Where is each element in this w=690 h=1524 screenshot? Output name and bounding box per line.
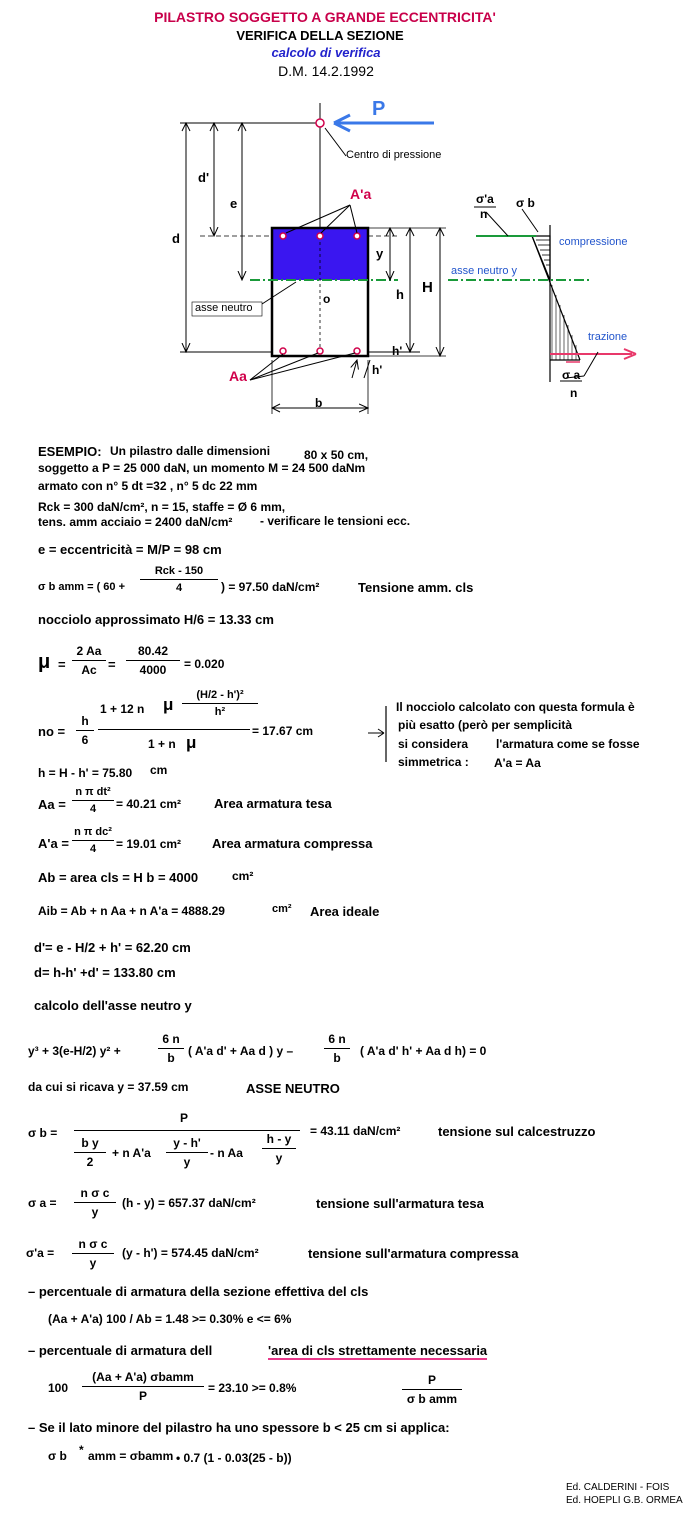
- example-line-5b: - verificare le tensioni ecc.: [260, 514, 411, 528]
- example-line-3: armato con n° 5 dt =32 , n° 5 dc 22 mm: [38, 479, 258, 493]
- formula-sb2-by: b y 2: [74, 1136, 106, 1169]
- formula-d: d= h-h' +d' = 133.80 cm: [34, 965, 176, 980]
- asse-neutro-y-label: asse neutro y: [451, 265, 518, 277]
- compressione-label: compressione: [559, 236, 628, 248]
- formula-Aa-result: = 40.21 cm²: [116, 797, 182, 811]
- centroid-o: o: [323, 292, 331, 306]
- formula-sb-rhs: ) = 97.50 daN/cm²: [221, 580, 320, 594]
- formula-Aib-note: Area ideale: [310, 904, 380, 919]
- example-dims: 80 x 50 cm,: [304, 448, 369, 462]
- formula-sb2-lhs: σ b =: [28, 1126, 58, 1140]
- formula-mu-eq: =: [58, 657, 66, 672]
- formula-sa-rhs: (h - y) = 657.37 daN/cm²: [122, 1196, 256, 1210]
- last-eq-a: σ b: [48, 1449, 67, 1463]
- formula-Aa-lhs: Aa =: [38, 797, 66, 812]
- formula-y-note: ASSE NEUTRO: [246, 1081, 340, 1096]
- formula-Apa-frac: n π dc² 4: [72, 826, 114, 855]
- formula-Aib-unit: cm²: [272, 903, 292, 915]
- formula-sb2-note: tensione sul calcestruzzo: [438, 1124, 596, 1139]
- formula-mu-frac2: 80.42 4000: [126, 644, 180, 677]
- formula-sb2-mid: + n A'a: [112, 1146, 151, 1160]
- note-line-4a: simmetrica :: [398, 755, 469, 769]
- formula-sb2-P: P: [180, 1111, 189, 1125]
- formula-sb-frac: Rck - 150 4: [140, 565, 218, 594]
- dim-d: d: [172, 231, 180, 246]
- trazione-label: trazione: [588, 331, 628, 343]
- centro-pressione-label: Centro di pressione: [346, 149, 442, 161]
- formula-y-frac2: 6 n b: [324, 1032, 350, 1065]
- sigma-a-den: n: [570, 386, 578, 400]
- formula-Apa-result: = 19.01 cm²: [116, 837, 182, 851]
- formula-eccentricity: e = eccentricità = M/P = 98 cm: [38, 542, 222, 557]
- formula-mu-eq2: =: [108, 657, 116, 672]
- example-line-4: Rck = 300 daN/cm², n = 15, staffe = Ø 6 mm,: [38, 500, 286, 514]
- sigma-a-prime-num: σ'a: [476, 192, 494, 206]
- dim-e: e: [230, 196, 238, 211]
- Aa-top-label: A'a: [350, 186, 372, 202]
- example-line-1: Un pilastro dalle dimensioni: [110, 444, 271, 458]
- formula-no-top: 1 + 12 n: [100, 702, 145, 716]
- perc-heading-2b: 'area di cls strettamente necessaria: [268, 1343, 488, 1358]
- formula-Aib: Aib = Ab + n Aa + n A'a = 4888.29: [38, 904, 225, 918]
- formula-no-mu: μ: [163, 695, 174, 714]
- formula-no-hfrac: h 6: [76, 714, 94, 747]
- asse-neutro-heading: calcolo dell'asse neutro y: [34, 998, 192, 1013]
- asse-neutro-label: asse neutro: [195, 302, 253, 314]
- formula-no-bot: 1 + n: [148, 737, 176, 751]
- calc-mode: calcolo di verifica: [271, 45, 381, 60]
- formula-sa-note: tensione sull'armatura tesa: [316, 1196, 484, 1211]
- note-line-3b: l'armatura come se fosse: [496, 737, 640, 751]
- note-line-2: più esatto (però per semplicità: [398, 718, 573, 732]
- Aa-bottom-label: Aa: [229, 368, 247, 384]
- formula-y-part2: ( A'a d' + Aa d ) y –: [188, 1044, 294, 1058]
- formula-no-bot-mu: μ: [186, 733, 197, 752]
- last-eq-star: *: [79, 1443, 84, 1457]
- footer-publisher-2: Ed. HOEPLI G.B. ORMEA: [566, 1495, 683, 1506]
- dim-d-prime: d': [198, 170, 210, 185]
- dim-h-prime-right: h': [392, 344, 403, 358]
- formula-sb2-yh: y - h' y: [166, 1136, 208, 1169]
- perc-100: 100: [48, 1381, 69, 1395]
- perc-frac: (Aa + A'a) σbamm P: [82, 1370, 204, 1403]
- formula-sa-frac: n σ c y: [74, 1186, 116, 1219]
- formula-y-frac1: 6 n b: [158, 1032, 184, 1065]
- perc-p-sigma: P σ b amm: [402, 1373, 462, 1406]
- perc-result: = 23.10 >= 0.8%: [208, 1381, 297, 1395]
- formula-sa-lhs: σ a =: [28, 1196, 57, 1210]
- formula-spa-rhs: (y - h') = 574.45 daN/cm²: [122, 1246, 259, 1260]
- formula-Apa-note: Area armatura compressa: [212, 836, 373, 851]
- last-note: – Se il lato minore del pilastro ha uno spessore b < 25 cm si applica:: [28, 1420, 450, 1435]
- norm-reference: D.M. 14.2.1992: [278, 63, 374, 79]
- formula-Ab-unit: cm²: [232, 869, 254, 883]
- last-eq-b: amm = σbamm: [88, 1449, 174, 1463]
- formula-sb2-hy: h - y y: [262, 1132, 296, 1165]
- formula-no-innerfrac: (H/2 - h')² h²: [182, 689, 258, 718]
- formula-mu-frac1: 2 Aa Ac: [72, 644, 106, 677]
- example-line-2: soggetto a P = 25 000 daN, un momento M = 24 500 daNm: [38, 461, 366, 475]
- formula-sb-note: Tensione amm. cls: [358, 580, 474, 595]
- dim-H: H: [422, 279, 433, 296]
- formula-spa-note: tensione sull'armatura compressa: [308, 1246, 519, 1261]
- formula-sb2-mainbar: [74, 1130, 300, 1131]
- formula-sb-lhs: σ b amm = ( 60 +: [38, 581, 126, 593]
- formula-Aa-frac: n π dt² 4: [72, 786, 114, 815]
- page-title: PILASTRO SOGGETTO A GRANDE ECCENTRICITA': [154, 9, 496, 25]
- footer-publisher-1: Ed. CALDERINI - FOIS: [566, 1482, 670, 1493]
- formula-spa-lhs: σ'a =: [26, 1246, 55, 1260]
- formula-sb2-result: = 43.11 daN/cm²: [310, 1124, 401, 1138]
- formula-h-unit: cm: [150, 763, 168, 777]
- dim-h: h: [396, 287, 404, 302]
- page-subtitle: VERIFICA DELLA SEZIONE: [236, 28, 404, 43]
- formula-mu-result: = 0.020: [184, 657, 225, 671]
- perc-formula-1: (Aa + A'a) 100 / Ab = 1.48 >= 0.30% e <= 6%: [48, 1312, 292, 1326]
- note-line-4b: A'a = Aa: [494, 756, 541, 770]
- formula-d-prime: d'= e - H/2 + h' = 62.20 cm: [34, 940, 191, 955]
- dim-b: b: [315, 396, 323, 410]
- formula-nocciolo: nocciolo approssimato H/6 = 13.33 cm: [38, 612, 274, 627]
- note-line-1: Il nocciolo calcolato con questa formula è: [396, 700, 635, 714]
- dim-y: y: [376, 246, 384, 261]
- formula-Aa-note: Area armatura tesa: [214, 796, 332, 811]
- section-diagram: [0, 0, 690, 430]
- formula-y-part3: ( A'a d' h' + Aa d h) = 0: [360, 1044, 487, 1058]
- formula-no-lhs: no =: [38, 724, 66, 739]
- perc-heading-2a: – percentuale di armatura dell: [28, 1343, 213, 1358]
- example-line-5: tens. amm acciaio = 2400 daN/cm²: [38, 515, 233, 529]
- formula-no-result: = 17.67 cm: [252, 724, 314, 738]
- note-line-3a: si considera: [398, 737, 469, 751]
- dim-h-prime-bottom: h': [372, 363, 383, 377]
- formula-Ab: Ab = area cls = H b = 4000: [38, 870, 199, 885]
- formula-sb2-mid2: - n Aa: [210, 1146, 243, 1160]
- formula-mu-symbol: μ: [38, 651, 51, 673]
- formula-y-part1: y³ + 3(e-H/2) y² +: [28, 1044, 121, 1058]
- force-label: P: [372, 98, 386, 120]
- sigma-a-prime-den: n: [480, 207, 488, 221]
- sigma-a-num: σ a: [562, 368, 581, 382]
- formula-h: h = H - h' = 75.80: [38, 766, 133, 780]
- formula-Apa-lhs: A'a =: [38, 836, 69, 851]
- sigma-b-label: σ b: [516, 196, 535, 210]
- formula-no-mainbar: [98, 729, 250, 730]
- pressure-center: [316, 119, 324, 127]
- perc-heading-1: – percentuale di armatura della sezione effettiva del cls: [28, 1284, 369, 1299]
- last-eq-c: • 0.7 (1 - 0.03(25 - b)): [176, 1451, 292, 1465]
- example-label: ESEMPIO:: [38, 444, 102, 459]
- formula-y-result: da cui si ricava y = 37.59 cm: [28, 1080, 189, 1094]
- formula-spa-frac: n σ c y: [72, 1237, 114, 1270]
